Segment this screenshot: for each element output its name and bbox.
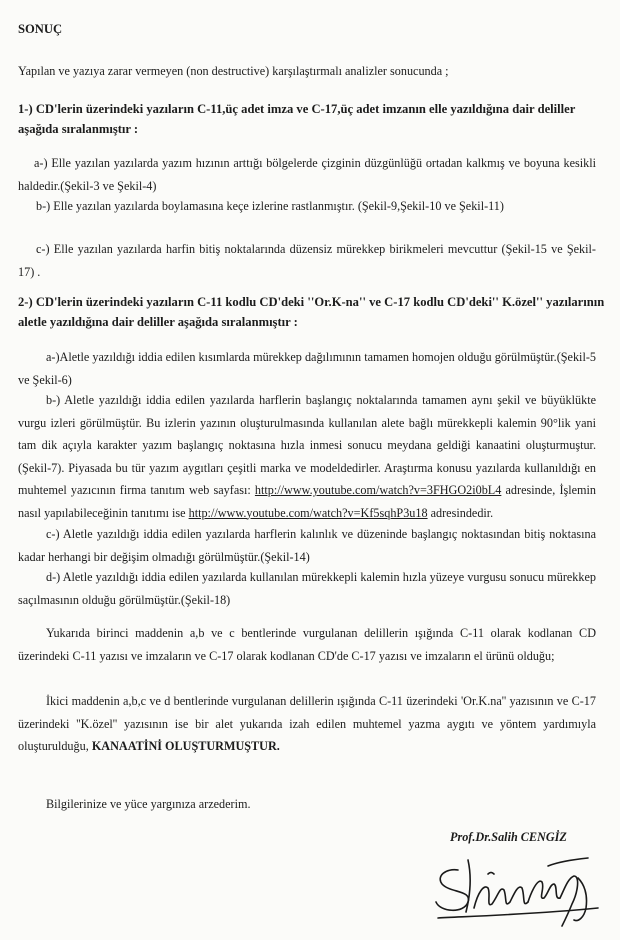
signatory-name: Prof.Dr.Salih CENGİZ	[450, 830, 567, 844]
document-title: SONUÇ	[18, 22, 63, 36]
section1-item-c: c-) Elle yazılan yazılarda harfin bitiş noktalarında düzensiz mürekkep birikmeleri mevcuttur (Şekil-15 ve Şekil-17) .	[18, 242, 596, 279]
youtube-link-1[interactable]: http://www.youtube.com/watch?v=3FHGO2i0bL4	[254, 483, 502, 497]
section1-item-a: a-) Elle yazılan yazılarda yazım hızının arttığı bölgelerde çizginin düzgünlüğü ortadan kalkmış ve boyuna kesikli haldedir.(Şekil-3 ve Şekil-4)	[18, 156, 596, 193]
item-b-text-2: adresinde, İşlemin nasıl yapılabileceğinin tanıtımı ise	[18, 483, 596, 520]
youtube-link-2[interactable]: http://www.youtube.com/watch?v=Kf5sqhP3u18	[188, 505, 428, 520]
signature-icon	[428, 838, 608, 928]
intro-paragraph: Yapılan ve yazıya zarar vermeyen (non destructive) karşılaştırmalı analizler sonucunda ;	[18, 64, 449, 78]
handwritten-signature	[428, 838, 608, 928]
closing-line: Bilgilerinize ve yüce yargınıza arzederim.	[46, 797, 251, 811]
item-b-text-3: adresindedir.	[427, 505, 494, 520]
section2-heading: 2-) CD'lerin üzerindeki yazıların C-11 kodlu CD'deki ''Or.K-na'' ve C-17 kodlu CD'deki'' K.özel'' yazılarının aletle yazıldığına dair deliller aşağıda sıralanmıştır :	[18, 295, 605, 329]
section2-item-c: c-) Aletle yazıldığı iddia edilen yazılarda harflerin kalınlık ve düzeninde başlangıç noktasından bitiş noktasına kadar herhangi bir değişim olmadığı görülmüştür.(Şekil-14)	[18, 527, 596, 564]
conclusion-paragraph-2	[18, 690, 596, 758]
conclusion-paragraph-1: Yukarıda birinci maddenin a,b ve c bentlerinde vurgulanan delillerin ışığında C-11 olarak kodlanan CD üzerindeki C-11 yazısı ve imzaların ve C-17 olarak kodlanan CD'de C-17 yazısı ve imzaların el ürünü olduğu;	[18, 626, 596, 663]
conclusion-2-emphasis: KANAATİNİ OLUŞTURMUŞTUR.	[91, 739, 280, 753]
conclusion-2-text: İkici maddenin a,b,c ve d bentlerinde vurgulanan delillerin ışığında C-11 üzerindeki 'Or.K.na'' yazısının ve C-17 üzerindeki ''K.özel'' yazısının ise bir alet yukarıda izah edilen muhtemel yazma aygıtı ve yöntem yardımıyla oluşturulduğu,	[18, 694, 596, 753]
section2-item-d: d-) Aletle yazıldığı iddia edilen yazılarda kullanılan mürekkepli kalemin hızla yüzeye vurgusu sonucu mürekkep saçılmasının olduğu görülmüştür.(Şekil-18)	[18, 570, 596, 607]
section1-heading: 1-) CD'lerin üzerindeki yazıların C-11,üç adet imza ve C-17,üç adet imzanın elle yazıldığına dair deliller aşağıda sıralanmıştır :	[18, 102, 576, 136]
item-b-text-1: b-) Aletle yazıldığı iddia edilen yazılarda harflerin başlangıç noktalarında tamamen aynı şekil ve büyüklükte vurgu izleri görülmüştür. Bu izlerin yazının oluşturulmasında kullanılan alete bağlı mürekkepli kalemin 90°lik yani tam dik açıyla karakter yazım başlangıç noktasına hızla inmesi sonucu meydana geldiği kanaatini oluşturmuştur.(Şekil-7). Piyasada bu tür yazım aygıtları çeşitli marka ve modeldedirler. Araştırma konusu yazılarda kullanıldığı en muhtemel yazıcının firma tanıtım web sayfası:	[18, 393, 596, 497]
section1-item-b: b-) Elle yazılan yazılarda boylamasına keçe izlerine rastlanmıştır. (Şekil-9,Şekil-10 ve Şekil-11)	[36, 199, 504, 213]
section2-item-a: a-)Aletle yazıldığı iddia edilen kısımlarda mürekkep dağılımının tamamen homojen olduğu görülmüştür.(Şekil-5 ve Şekil-6)	[18, 350, 596, 387]
section2-item-b	[18, 389, 596, 524]
